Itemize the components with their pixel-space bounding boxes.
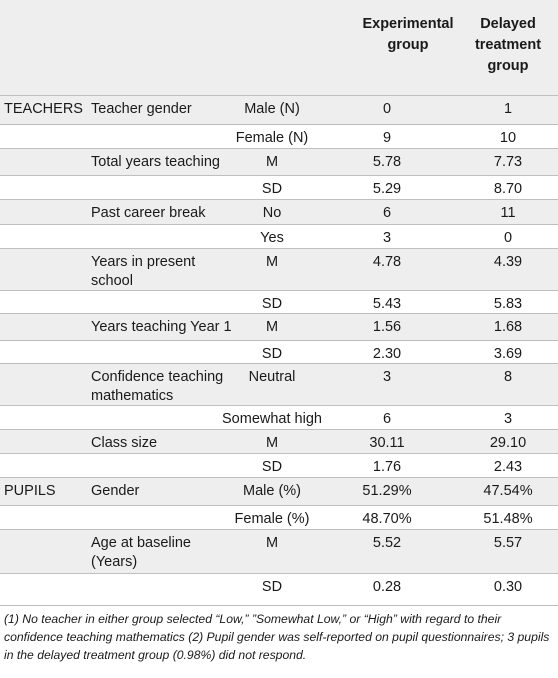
row-delayed: 7.73 [493, 154, 523, 170]
header-divider [0, 95, 558, 96]
row-level: No [262, 205, 282, 221]
table-header [0, 0, 558, 96]
row-level: Yes [260, 230, 284, 246]
row-level: Neutral [248, 369, 296, 385]
header-delayed: Delayed treatment group [474, 16, 542, 74]
row-divider [0, 224, 558, 225]
row-delayed: 5.83 [493, 296, 523, 312]
row-experimental: 0.28 [372, 579, 402, 595]
row-divider [0, 505, 558, 506]
row-variable: Age at baseline (Years) [91, 535, 191, 570]
row-level: M [265, 254, 279, 270]
row-experimental: 6 [382, 205, 392, 221]
row-delayed: 5.57 [493, 535, 523, 551]
row-delayed: 51.48% [483, 511, 533, 527]
row-delayed: 3 [503, 411, 513, 427]
row-variable: Past career break [91, 205, 206, 221]
row-divider [0, 573, 558, 574]
row-variable: Teacher gender [91, 101, 192, 117]
row-level: SD [261, 181, 283, 197]
row-variable: Confidence teaching mathematics [91, 369, 224, 404]
row-divider [0, 124, 558, 125]
row-delayed: 8.70 [493, 181, 523, 197]
row-divider [0, 340, 558, 341]
row-variable: Years in present school [91, 254, 196, 289]
row-delayed: 11 [500, 205, 516, 221]
row-delayed: 0.30 [493, 579, 523, 595]
row-delayed: 8 [503, 369, 513, 385]
row-variable: Gender [91, 483, 140, 499]
row-divider [0, 605, 558, 606]
row-divider [0, 290, 558, 291]
row-level: Male (N) [244, 101, 300, 117]
row-section: PUPILS [4, 483, 56, 499]
row-experimental: 48.70% [362, 511, 412, 527]
row-delayed: 2.43 [493, 459, 523, 475]
row-delayed: 0 [503, 230, 513, 246]
row-experimental: 5.43 [372, 296, 402, 312]
row-level: SD [261, 346, 283, 362]
row-experimental: 3 [382, 369, 392, 385]
row-level: Male (%) [242, 483, 301, 499]
row-delayed: 10 [499, 130, 517, 146]
row-level: SD [261, 459, 283, 475]
row-experimental: 1.56 [372, 319, 402, 335]
row-level: M [265, 154, 279, 170]
row-delayed: 4.39 [493, 254, 523, 270]
row-experimental: 5.78 [372, 154, 402, 170]
row-level: SD [261, 296, 283, 312]
row-delayed: 29.10 [489, 435, 527, 451]
row-section: TEACHERS [4, 101, 83, 117]
row-level: M [265, 435, 279, 451]
row-divider [0, 175, 558, 176]
row-divider [0, 405, 558, 406]
row-variable: Total years teaching [91, 154, 220, 170]
row-delayed: 47.54% [483, 483, 533, 499]
row-experimental: 6 [382, 411, 392, 427]
row-level: M [265, 535, 279, 551]
header-experimental: Experimental group [362, 16, 454, 53]
row-experimental: 9 [382, 130, 392, 146]
row-experimental: 0 [382, 101, 392, 117]
row-experimental: 2.30 [372, 346, 402, 362]
row-variable: Years teaching Year 1 [91, 319, 232, 335]
row-divider [0, 453, 558, 454]
row-experimental: 1.76 [372, 459, 402, 475]
row-level: Female (N) [235, 130, 309, 146]
row-delayed: 1.68 [493, 319, 523, 335]
row-level: Female (%) [234, 511, 310, 527]
row-level: SD [261, 579, 283, 595]
row-experimental: 3 [382, 230, 392, 246]
table-footnote: (1) No teacher in either group selected “Low,” ”Somewhat Low,” or “High” with regard to their confidence teaching mathematics (2) Pupil gender was self-reported on pupil questionnaires; 3 pupils in the delayed treatment group (0.98%) did not respond. [4, 612, 550, 662]
row-level: M [265, 319, 279, 335]
row-delayed: 3.69 [493, 346, 523, 362]
row-level: Somewhat high [222, 411, 322, 427]
row-experimental: 5.29 [372, 181, 402, 197]
row-experimental: 5.52 [372, 535, 402, 551]
row-experimental: 30.11 [369, 435, 405, 451]
row-experimental: 51.29% [362, 483, 412, 499]
row-experimental: 4.78 [372, 254, 402, 270]
row-delayed: 1 [503, 101, 513, 117]
row-variable: Class size [91, 435, 158, 451]
